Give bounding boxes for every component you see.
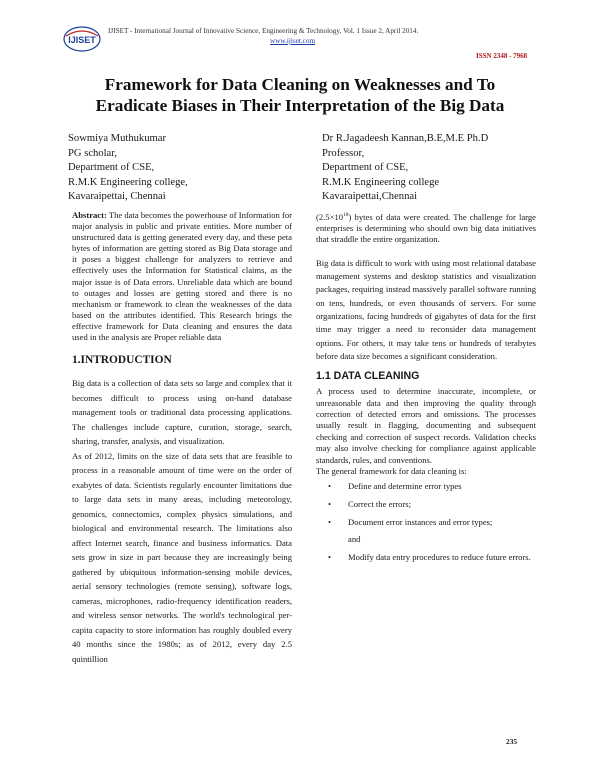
svg-text:IJISET: IJISET — [68, 35, 96, 45]
section-heading-data-cleaning: 1.1 DATA CLEANING — [316, 370, 420, 383]
author-college: R.M.K Engineering college, — [68, 176, 188, 188]
author-name: Sowmiya Muthukumar — [68, 133, 166, 144]
section-heading-introduction: 1.INTRODUCTION — [72, 354, 172, 367]
exponent-value: 18 — [343, 212, 349, 218]
list-item: • Define and determine error types — [328, 481, 462, 492]
bullet-icon: • — [328, 551, 332, 562]
paper-title — [40, 74, 560, 116]
left-column — [72, 210, 292, 666]
title-line-2: Eradicate Biases in Their Interpretation of the Big Data — [95, 96, 505, 115]
right-paragraph-2: Big data is difficult to work with using most relational database management systems and desktop statistics and visualization packages, requiring instead massively parallel software running on tens, hundreds, or even thousands of servers. For some organizations, facing hundreds of gigabytes of data for the first time may trigger a need to reconsider data management options. For others, it may take tens or hundreds of terabytes before data size becomes a significant consideration. — [316, 257, 536, 361]
introduction-body — [72, 376, 292, 666]
page-number: 235 — [506, 737, 518, 746]
right-paragraph-1-text: ) bytes of data were created. The challenge for large enterprises is determining who should own big data initiatives that straddle the entire organization. — [316, 211, 536, 245]
author-location: Kavaraipettai, Chennai — [68, 191, 166, 202]
list-item: • Document error instances and error types; — [328, 516, 493, 527]
author-college: R.M.K Engineering college — [322, 176, 440, 188]
abstract-text: The data becomes the powerhouse of Information for major analysis in public and private entities. More number of unstructured data is getting generated every day, and these peta bytes of information are getting stored as Big Data storage and it poses a biggest challenge for analyzers to retrieve and effectively uses the Information for Statistical claims, as the major issue is of Data errors. Unreliable data which are bound to outages and losses are getting stored and there is no mechanism or framework to clean the weaknesses of the data based on the attributes identified. This Research brings the effective framework for Data cleaning and ensures the data used in the analysis are Proper reliable data — [72, 210, 292, 343]
journal-url-link[interactable]: www.ijiset.com — [270, 37, 316, 45]
author-block-left — [68, 132, 188, 205]
bullet-icon: • — [328, 499, 332, 510]
author-name: Dr R.Jagadeesh Kannan,B.E,M.E Ph.D — [322, 133, 489, 144]
abstract-label: Abstract: — [72, 210, 107, 220]
author-role: PG scholar, — [68, 147, 118, 159]
bullet-icon: • — [328, 516, 332, 527]
intro-paragraph-1: Big data is a collection of data sets so large and complex that it becomes difficult to process using on-hand database management tools or traditional data processing applications. The challenges include capture, curation, storage, search, sharing, transfer, analysis, and visualization. — [72, 378, 292, 447]
journal-logo — [62, 24, 102, 54]
right-column — [316, 210, 536, 569]
abstract — [72, 210, 292, 343]
right-paragraph-1 — [316, 210, 536, 246]
list-item: • Modify data entry procedures to reduce future errors. — [328, 551, 531, 562]
framework-intro: The general framework for data cleaning is: — [316, 466, 467, 477]
author-block-right — [322, 132, 488, 205]
author-role: Professor, — [322, 147, 365, 159]
author-department: Department of CSE, — [322, 162, 409, 173]
framework-list-cont — [316, 552, 536, 563]
intro-paragraph-2: As of 2012, limits on the size of data sets that are feasible to process in a reasonable amount of time were on the order of exabytes of data. Scientists regularly encounter limitations due to large data sets in many areas, including meteorology, genomics, connectomics, complex physics simulations, and biological and environmental research. The limitations also affect Internet search, finance and business informatics. Data sets grow in size in part because they are increasingly being gathered by ubiquitous information-sensing mobile devices, aerial sensory technologies (remote sensing), software logs, cameras, microphones, radio-frequency identification readers, and wireless sensor networks. The world's technological per-capita capacity to store information has roughly doubled every 40 months since the 1980s; as of 2012, every day 2.5 quintillion — [72, 450, 292, 664]
bullet-icon: • — [328, 481, 332, 492]
journal-citation: IJISET - International Journal of Innovative Science, Engineering & Technology, Vol. 1 Issue 2, April 2014. — [108, 27, 419, 35]
issn-label: ISSN 2348 - 7968 — [476, 52, 528, 60]
author-location: Kavaraipettai,Chennai — [322, 191, 418, 202]
list-item: • Correct the errors; — [328, 499, 411, 510]
title-line-1: Framework for Data Cleaning on Weaknesses and To — [104, 75, 496, 94]
list-item-continuation: and — [348, 534, 361, 545]
author-department: Department of CSE, — [68, 162, 155, 173]
framework-list — [316, 481, 536, 527]
exponent-base: (2.5×10 — [316, 211, 344, 222]
right-paragraph-3: A process used to determine inaccurate, incomplete, or unreasonable data and then improving the quality through correction of detected errors and omissions. The processes usually result in flagging, documenting and subsequent checking and correction of suspect records. Validation checks may also involve checking for compliance against applicable standards, rules, and conventions. — [316, 386, 536, 465]
